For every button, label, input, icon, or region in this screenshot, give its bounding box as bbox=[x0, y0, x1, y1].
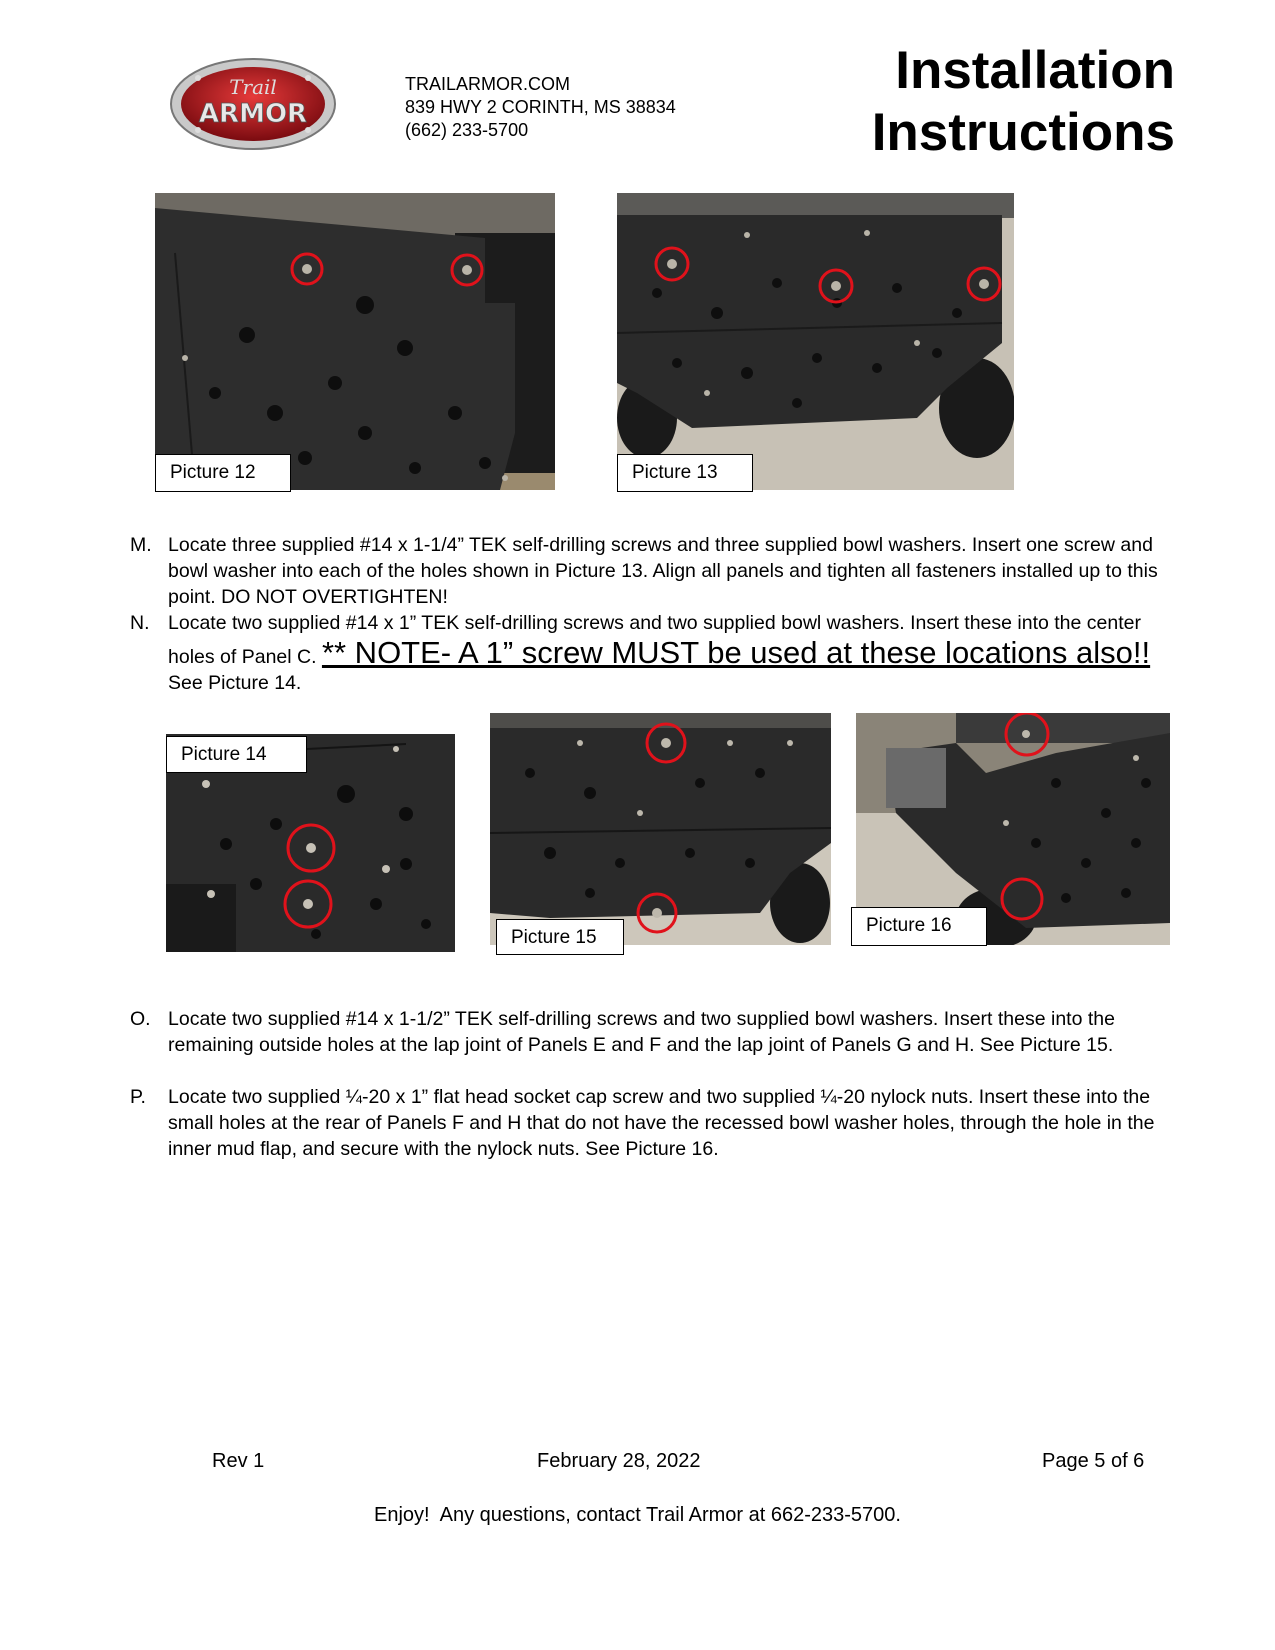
picture-12-caption: Picture 12 bbox=[155, 454, 291, 492]
step-o-letter: O. bbox=[130, 1008, 151, 1030]
phone-text: (662) 233-5700 bbox=[405, 120, 529, 140]
step-m-text: Locate three supplied #14 x 1-1/4” TEK self-drilling screws and three supplied bowl washers. Insert one screw and bowl washer into each of the holes shown in Picture 13. Align all panels and tighten all fasteners installed up to this point. DO NOT OVERTIGHTEN! bbox=[168, 534, 1158, 608]
title-line-1: Installation bbox=[895, 41, 1175, 100]
picture-15-caption: Picture 15 bbox=[496, 919, 624, 955]
picture-13-photo bbox=[617, 193, 1014, 490]
step-p-text: Locate two supplied ¼-20 x 1” flat head socket cap screw and two supplied ¼-20 nylock nuts. Insert these into the small holes at the rear of Panels F and H that do not have the recessed bowl washer holes, through the hole in the inner mud flap, and secure with the nylock nuts. See Picture 16. bbox=[168, 1086, 1155, 1160]
footer-date: February 28, 2022 bbox=[537, 1450, 701, 1472]
svg-text:Trail: Trail bbox=[229, 75, 277, 99]
trail-armor-logo bbox=[168, 56, 338, 152]
step-n-note: ** NOTE- A 1” screw MUST be used at these locations also!! bbox=[321, 635, 1151, 670]
step-n-body bbox=[168, 610, 1190, 696]
picture-12-photo bbox=[155, 193, 555, 490]
step-n-letter: N. bbox=[130, 612, 150, 634]
step-n bbox=[130, 610, 1190, 710]
picture-15-photo bbox=[490, 713, 831, 945]
step-o bbox=[130, 1006, 1190, 1084]
footer-page: Page 5 of 6 bbox=[1042, 1450, 1145, 1472]
title-line-2: Instructions bbox=[871, 103, 1175, 162]
address-text: 839 HWY 2 CORINTH, MS 38834 bbox=[405, 97, 676, 117]
step-n-tail: See Picture 14. bbox=[168, 672, 302, 694]
step-p bbox=[130, 1084, 1190, 1162]
step-p-letter: P. bbox=[130, 1086, 146, 1108]
step-o-text: Locate two supplied #14 x 1-1/2” TEK self-drilling screws and two supplied bowl washers. Insert these into the remaining outside holes at the lap joint of Panels E and F and the lap joint of Panels G and H. See Picture 15. bbox=[168, 1008, 1115, 1056]
step-m-letter: M. bbox=[130, 534, 152, 556]
picture-16-caption: Picture 16 bbox=[851, 907, 987, 946]
svg-text:ARMOR: ARMOR bbox=[198, 99, 308, 129]
website-text: TRAILARMOR.COM bbox=[405, 74, 571, 94]
picture-13-caption: Picture 13 bbox=[617, 454, 753, 492]
step-m bbox=[130, 532, 1190, 610]
footer-contact: Enjoy! Any questions, contact Trail Armor at 662-233-5700. bbox=[374, 1504, 901, 1526]
picture-14-caption: Picture 14 bbox=[166, 736, 307, 773]
footer-rev: Rev 1 bbox=[212, 1450, 265, 1472]
step-n-text: Locate two supplied #14 x 1” TEK self-drilling screws and two supplied bowl washers. Insert these into the center holes of Panel C. bbox=[168, 612, 1141, 668]
